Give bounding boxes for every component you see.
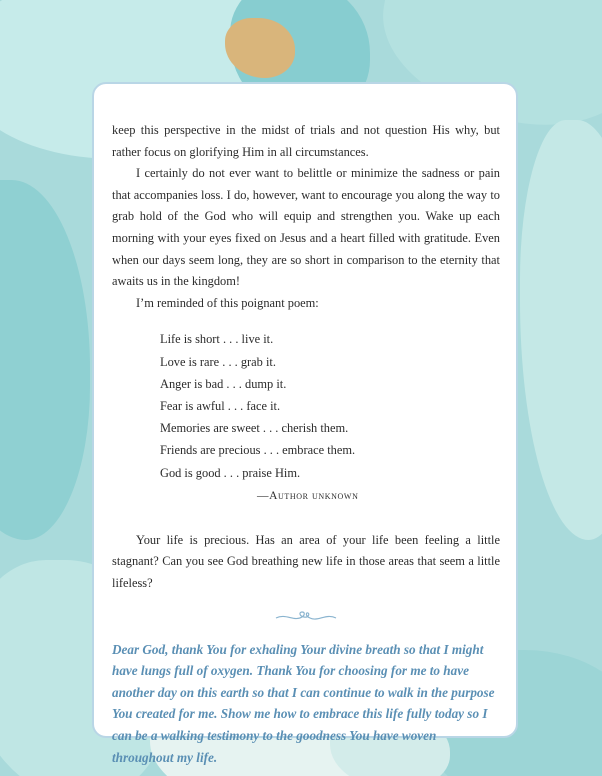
poem-line: Love is rare . . . grab it. <box>160 354 276 369</box>
closing-paragraph: Your life is precious. Has an area of your life been feeling a little stagnant? Can you see God breathing new life in those areas that seem a little lifeless? <box>112 532 500 590</box>
flourish-icon <box>274 609 338 625</box>
prayer-paragraph: Dear God, thank You for exhaling Your divine breath so that I might have lungs full of oxygen. Thank You for choosing for me to have another day on this earth so that I can continue to walk in the purpose You created for me. Show me how to embrace this life fully today so I can be a walking testimony to the goodness You have woven throughout my life. <box>112 641 495 765</box>
poem <box>160 328 500 483</box>
poem-line: Life is short . . . live it. <box>160 332 274 347</box>
poem-line: Memories are sweet . . . cherish them. <box>160 421 349 436</box>
paragraph-2: I certainly do not ever want to belittle or minimize the sadness or pain that accompanies loss. I do, however, want to encourage you along the way to grab hold of the God who will equip and strengthen you. Wake up each morning with your eyes fixed on Jesus and a heart filled with gratitude. Even when our days seem long, they are so short in comparison to the eternity that awaits us in the kingdom! <box>112 166 500 289</box>
card-content <box>112 120 500 768</box>
poem-line: Fear is awful . . . face it. <box>160 398 281 413</box>
poem-line: Anger is bad . . . dump it. <box>160 376 287 391</box>
prayer-text <box>112 639 500 769</box>
paragraph-3: I’m reminded of this poignant poem: <box>136 295 319 310</box>
paragraph-1: keep this perspective in the midst of trials and not question His why, but rather focus on glorifying Him in all circumstances. <box>112 123 500 159</box>
poem-attribution: —Author unknown <box>257 489 359 502</box>
text-card <box>92 82 518 765</box>
poem-line: God is good . . . praise Him. <box>160 465 301 480</box>
poem-line: Friends are precious . . . embrace them. <box>160 443 356 458</box>
